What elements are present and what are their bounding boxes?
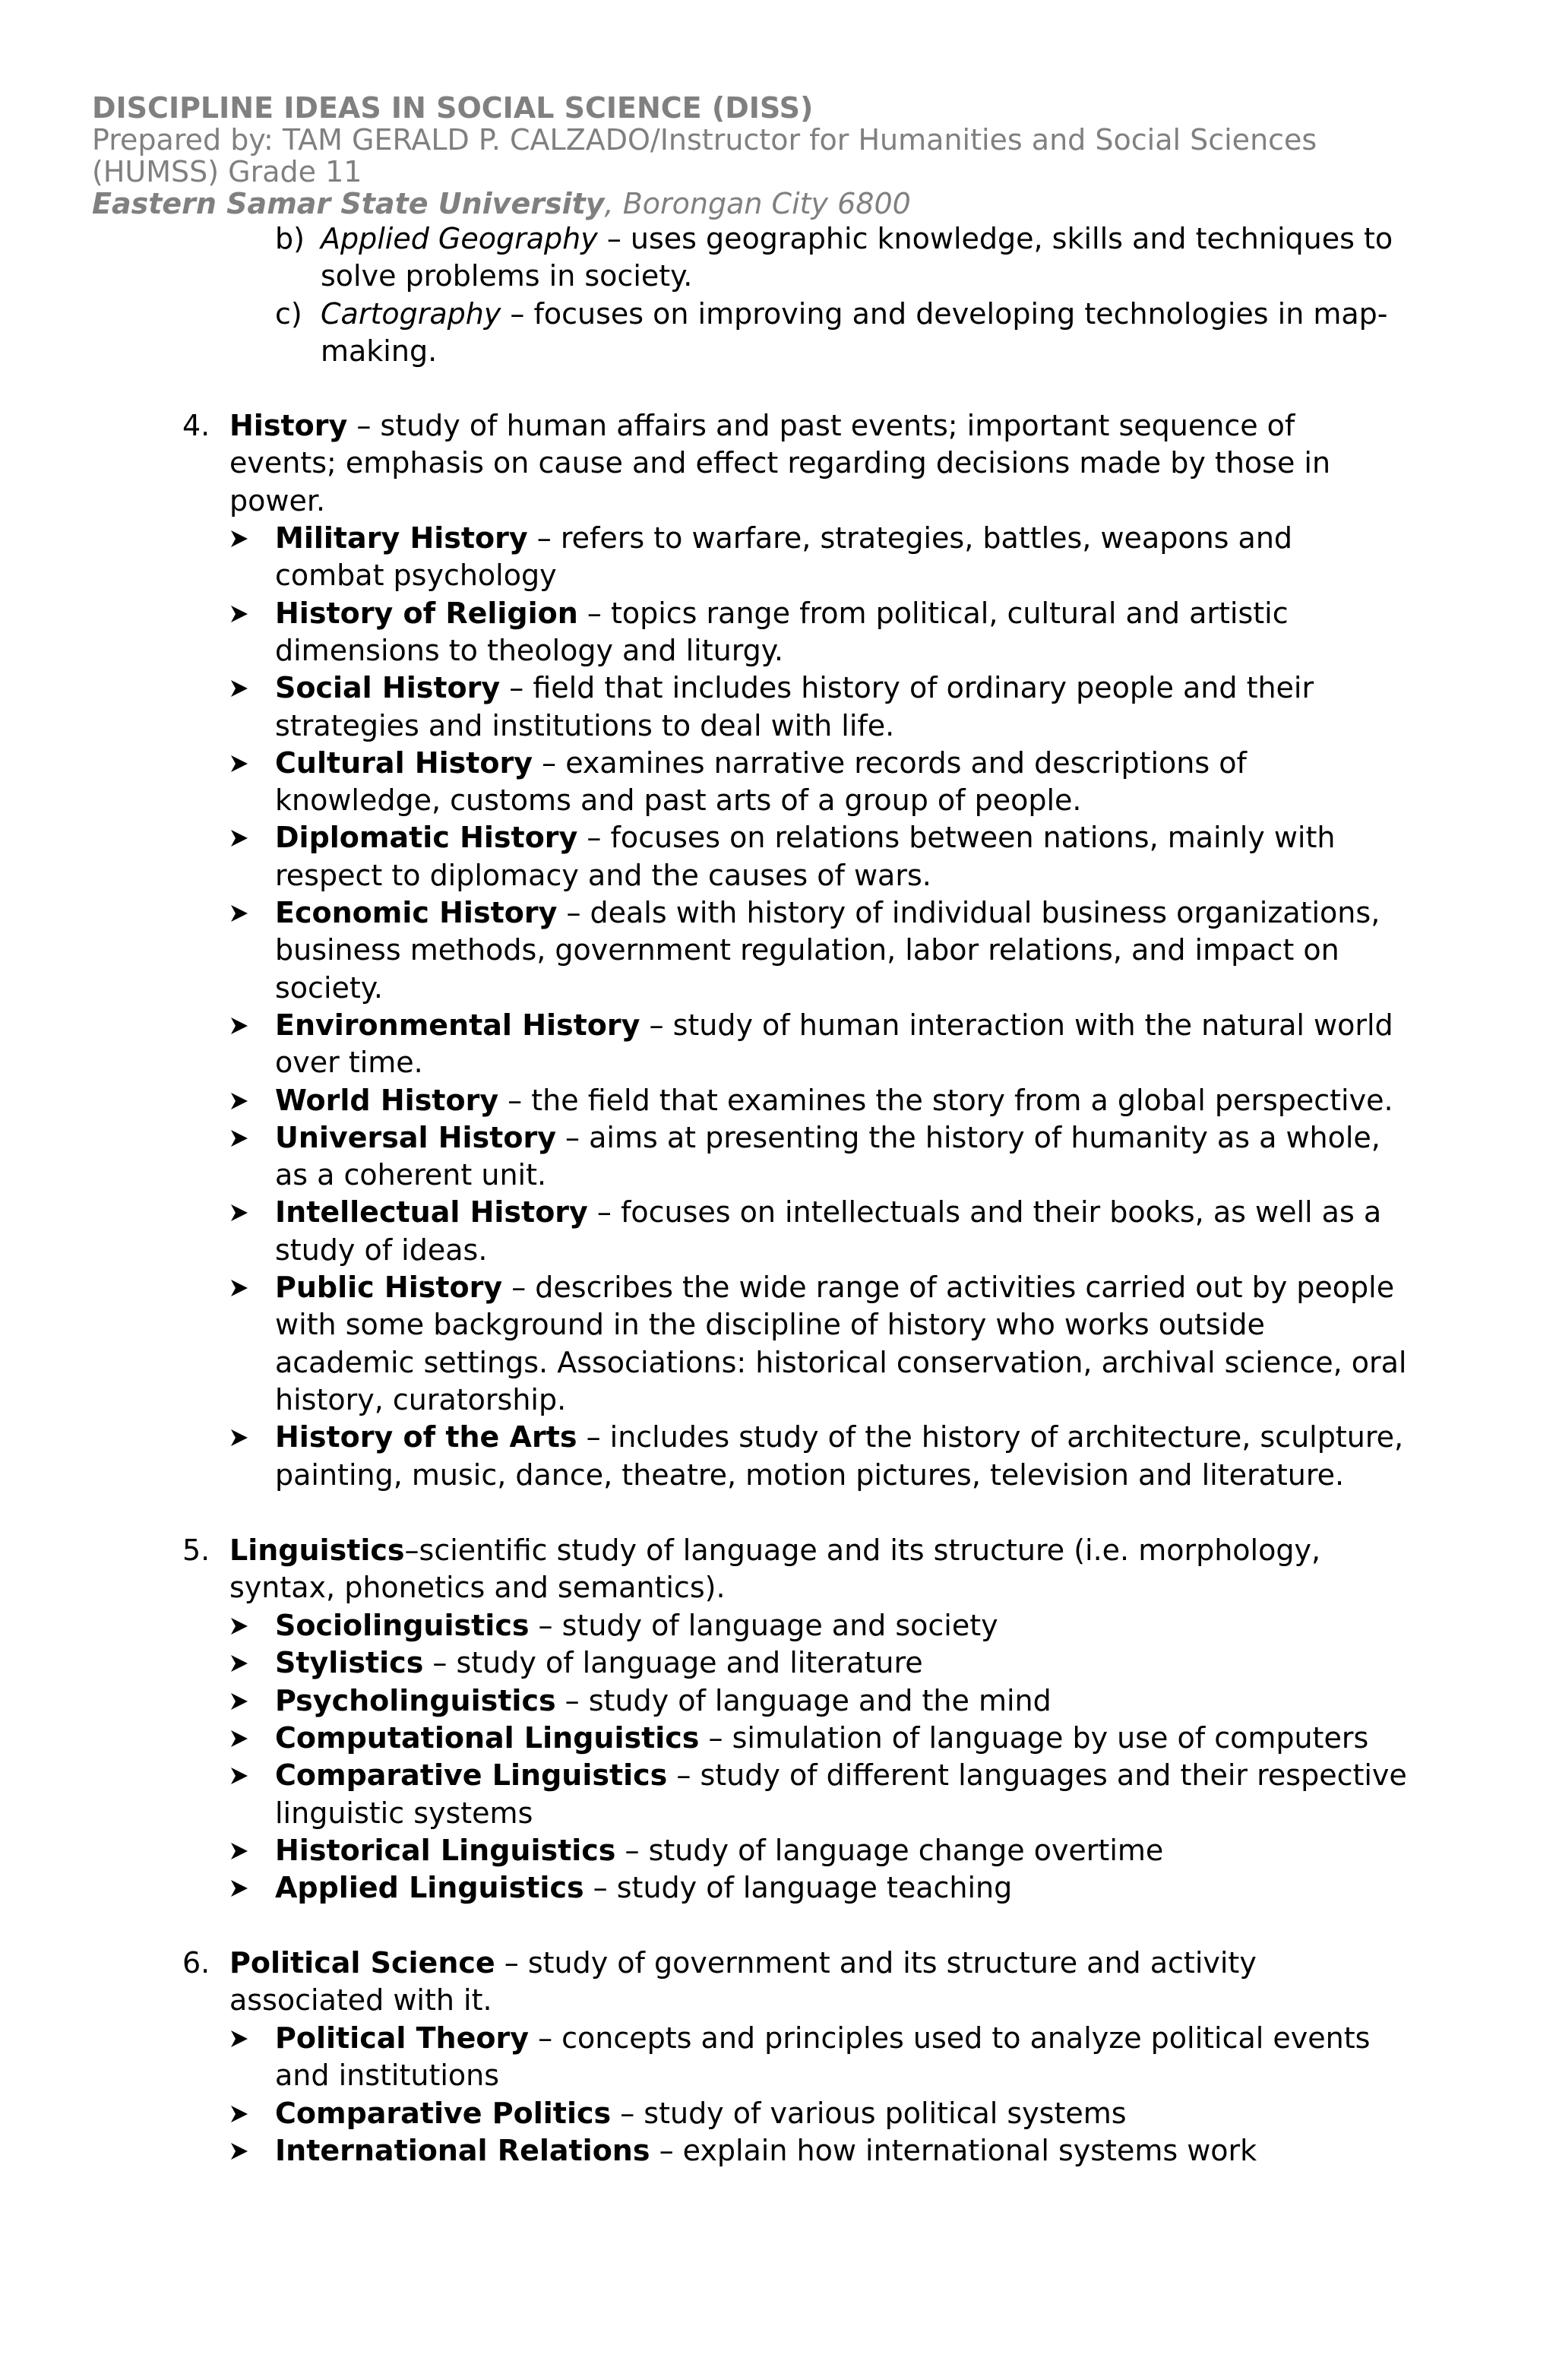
arrow-bullet-icon bbox=[229, 1720, 252, 1756]
subfield-text-line: over time. bbox=[275, 1046, 423, 1080]
subfield-item: Environmental History – study of human interaction with the natural world bbox=[275, 1008, 1393, 1042]
arrow-bullet-icon bbox=[229, 1194, 252, 1230]
list-number: 6. bbox=[182, 1946, 210, 1980]
list-number: 5. bbox=[182, 1533, 210, 1567]
subfield-item: History of the Arts – includes study of the history of architecture, sculpture, bbox=[275, 1420, 1404, 1454]
subfield-text-line: strategies and institutions to deal with life. bbox=[275, 708, 895, 742]
history-text-line: power. bbox=[229, 484, 326, 517]
subfield-text-line: knowledge, customs and past arts of a group of people. bbox=[275, 783, 1082, 818]
subfield-item: World History – the field that examines the story from a global perspective. bbox=[275, 1083, 1393, 1117]
subfield-text-line: study of ideas. bbox=[275, 1233, 488, 1267]
university-line bbox=[92, 188, 1384, 220]
subfield-text-line: dimensions to theology and liturgy. bbox=[275, 633, 783, 667]
arrow-bullet-icon bbox=[229, 1757, 252, 1793]
subitem-text-line: making. bbox=[321, 334, 438, 368]
arrow-bullet-icon bbox=[229, 819, 252, 856]
subfield-item: Economic History – deals with history of individual business organizations, bbox=[275, 896, 1380, 929]
history-text-line: events; emphasis on cause and effect regarding decisions made by those in bbox=[229, 446, 1331, 479]
linguistics-heading: Linguistics–scientific study of language and its structure (i.e. morphology, bbox=[229, 1533, 1321, 1567]
arrow-bullet-icon bbox=[229, 1682, 252, 1719]
arrow-bullet-icon bbox=[229, 1269, 252, 1306]
university-name: Eastern Samar State University bbox=[92, 187, 605, 220]
subitem-text-line: solve problems in society. bbox=[321, 259, 693, 293]
subfield-text-line: society. bbox=[275, 970, 383, 1005]
subfield-text-line: painting, music, dance, theatre, motion pictures, television and literature. bbox=[275, 1457, 1345, 1492]
subfield-text-line: business methods, government regulation, labor relations, and impact on bbox=[275, 933, 1339, 967]
subfield-item: Cultural History – examines narrative records and descriptions of bbox=[275, 745, 1247, 780]
arrow-bullet-icon bbox=[229, 745, 252, 781]
subfield-item: Diplomatic History – focuses on relations between nations, mainly with bbox=[275, 821, 1336, 855]
arrow-bullet-icon bbox=[229, 894, 252, 931]
subitem-marker: b) bbox=[275, 222, 305, 255]
subfield-item: Intellectual History – focuses on intellectuals and their books, as well as a bbox=[275, 1195, 1382, 1230]
arrow-bullet-icon bbox=[229, 595, 252, 631]
subfield-item: History of Religion – topics range from political, cultural and artistic bbox=[275, 596, 1289, 630]
subfield-item: Stylistics – study of language and literature bbox=[275, 1646, 923, 1680]
subfield-text-line: academic settings. Associations: historical conservation, archival science, oral bbox=[275, 1345, 1407, 1379]
history-heading: History – study of human affairs and past events; important sequence of bbox=[229, 409, 1295, 442]
arrow-bullet-icon bbox=[229, 2132, 252, 2169]
subitem-applied-geography: Applied Geography – uses geographic knowledge, skills and techniques to bbox=[321, 222, 1393, 255]
subfield-text-line: history, curatorship. bbox=[275, 1382, 567, 1416]
prepared-by-line-2: (HUMSS) Grade 11 bbox=[92, 155, 362, 188]
arrow-bullet-icon bbox=[229, 1082, 252, 1119]
subfield-item: Sociolinguistics – study of language and society bbox=[275, 1609, 998, 1642]
prepared-by-line: Prepared by: TAM GERALD P. CALZADO/Instructor for Humanities and Social Sciences bbox=[92, 123, 1317, 157]
subfield-text-line: respect to diplomacy and the causes of wars. bbox=[275, 858, 931, 892]
subfield-item: Applied Linguistics – study of language teaching bbox=[275, 1871, 1013, 1905]
political-science-heading: Political Science – study of government and its structure and activity bbox=[229, 1946, 1257, 1980]
subfield-item: Comparative Linguistics – study of different languages and their respective bbox=[275, 1758, 1407, 1793]
subfield-item: Universal History – aims at presenting the history of humanity as a whole, bbox=[275, 1120, 1380, 1154]
city-name: , Borongan City 6800 bbox=[604, 187, 911, 220]
arrow-bullet-icon bbox=[229, 1607, 252, 1644]
linguistics-text-line: syntax, phonetics and semantics). bbox=[229, 1571, 726, 1604]
arrow-bullet-icon bbox=[229, 1832, 252, 1869]
subfield-text-line: combat psychology bbox=[275, 559, 557, 593]
arrow-bullet-icon bbox=[229, 1869, 252, 1906]
subfield-item: Political Theory – concepts and principles used to analyze political events bbox=[275, 2021, 1371, 2055]
arrow-bullet-icon bbox=[229, 2020, 252, 2056]
subfield-item: International Relations – explain how international systems work bbox=[275, 2133, 1257, 2167]
subfield-item: Computational Linguistics – simulation of language by use of computers bbox=[275, 1720, 1369, 1755]
list-number: 4. bbox=[182, 409, 210, 442]
political-science-text-line: associated with it. bbox=[229, 1983, 492, 2017]
subfield-text-line: as a coherent unit. bbox=[275, 1158, 547, 1192]
subfield-item: Comparative Politics – study of various political systems bbox=[275, 2096, 1127, 2130]
subfield-text-line: with some background in the discipline of history who works outside bbox=[275, 1308, 1265, 1342]
subfield-item: Social History – field that includes history of ordinary people and their bbox=[275, 671, 1314, 705]
subfield-item: Psycholinguistics – study of language and the mind bbox=[275, 1683, 1052, 1717]
subitem-marker: c) bbox=[275, 297, 302, 331]
subfield-item: Military History – refers to warfare, strategies, battles, weapons and bbox=[275, 521, 1293, 555]
arrow-bullet-icon bbox=[229, 2095, 252, 2132]
document-title: DISCIPLINE IDEAS IN SOCIAL SCIENCE (DISS) bbox=[92, 91, 814, 125]
subfield-item: Historical Linguistics – study of language change overtime bbox=[275, 1833, 1164, 1867]
arrow-bullet-icon bbox=[229, 1119, 252, 1156]
subfield-text-line: linguistic systems bbox=[275, 1796, 533, 1830]
subitem-cartography: Cartography – focuses on improving and developing technologies in map- bbox=[321, 297, 1388, 331]
arrow-bullet-icon bbox=[229, 1007, 252, 1043]
arrow-bullet-icon bbox=[229, 1644, 252, 1681]
arrow-bullet-icon bbox=[229, 520, 252, 556]
subfield-text-line: and institutions bbox=[275, 2059, 500, 2093]
arrow-bullet-icon bbox=[229, 669, 252, 706]
arrow-bullet-icon bbox=[229, 1419, 252, 1455]
subfield-item: Public History – describes the wide range of activities carried out by people bbox=[275, 1271, 1395, 1304]
